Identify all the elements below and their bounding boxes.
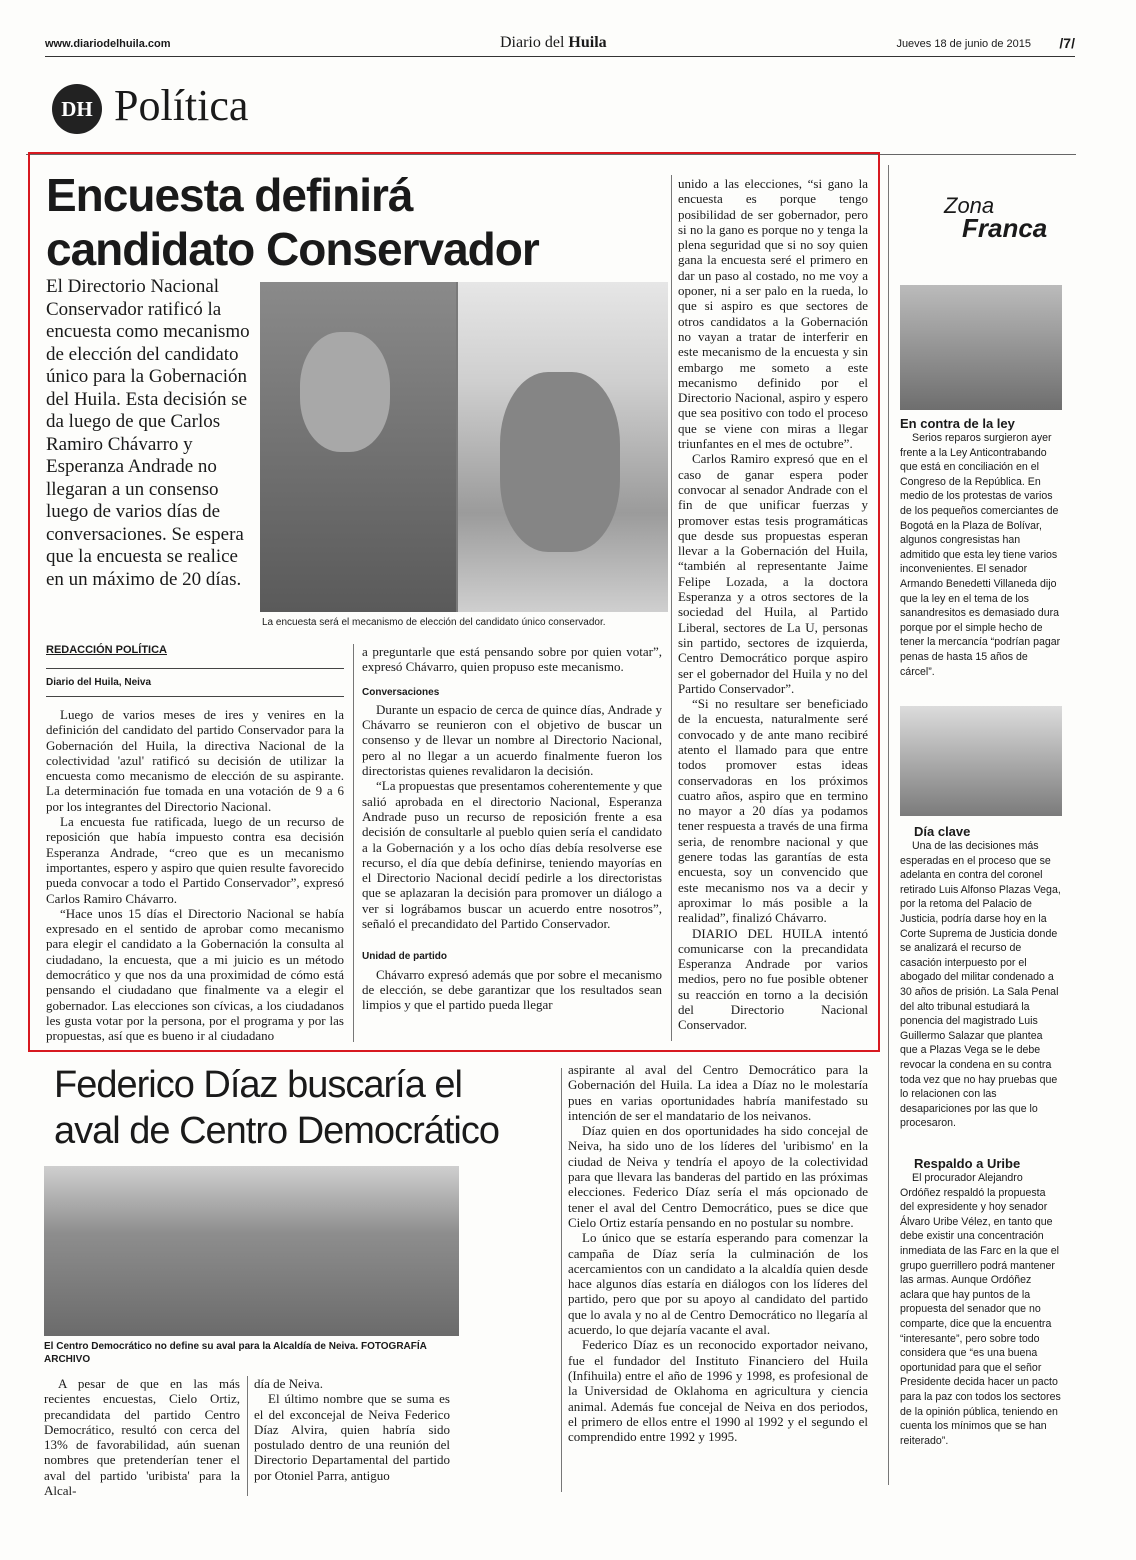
paragraph: Luego de varios meses de ires y venires en la definición del candidato del partido Conservador para la Gobernación del Huila, la directiva Nacional de la colectividad 'azul' ratificó su decisión de utilizar la encuesta como mecanismo de elección de su aspirante. La determinación fue tomada en una votación de 9 a 6 por los integrantes del Directorio Nacional. <box>46 707 344 814</box>
paragraph: Durante un espacio de cerca de quince días, Andrade y Chávarro se reunieron con el objetivo de buscar un consenso y de llevar un nombre al Directorio Nacional, pero al no llegar a un acuerdo finalmente fueron los directoristas quienes revalidaron la decisión. <box>362 701 662 779</box>
article2-col2 <box>254 1376 450 1483</box>
article1-photo-caption: La encuesta será el mecanismo de elección del candidato único conservador. <box>262 617 606 628</box>
column-divider <box>671 175 672 1041</box>
paragraph: La encuesta fue ratificada, luego de un recurso de reposición que había impuesto contra esa decisión Esperanza Andrade, “creo que es un mecanismo importantes, espero y aspiro que quien resulte favorecido pueda convocar a todo el Partido Conservador”, expresó Carlos Ramiro Chávarro. <box>46 814 344 906</box>
paragraph: aspirante al aval del Centro Democrático para la Gobernación del Huila. La idea a Díaz no le molestaría pues en varias oportunidades habría manifestado su intención de ser el mandatario de los neivanos. <box>568 1062 868 1123</box>
paragraph: Díaz quien en dos oportunidades ha sido concejal de Neiva, ha sido uno de los líderes del 'uribismo' en la ciudad de Neiva y tendría el apoyo de la colectividad para que llevara las banderas del partido en las próximas elecciones. Federico Díaz sería el más opcionado de tener el aval del Centro Democrático, pues se dice que Cielo Ortiz estaría pensando en no postular su nombre. <box>568 1123 868 1230</box>
paragraph: a preguntarle que está pensando sobre por quien votar”, expresó Chávarro, quien propuso este mecanismo. <box>362 644 662 675</box>
site-url[interactable]: www.diariodelhuila.com <box>45 38 171 50</box>
subhead-unidad: Unidad de partido <box>362 951 447 963</box>
article2-headline <box>54 1062 554 1154</box>
sidebar-text-3 <box>900 1171 1062 1448</box>
article1-headline <box>46 168 666 276</box>
byline-rule <box>46 668 344 669</box>
sidebar-text-1 <box>900 431 1062 679</box>
sidebar-heading-2: Día clave <box>914 824 971 839</box>
issue-date: Jueves 18 de junio de 2015 <box>896 38 1031 50</box>
paragraph: A pesar de que en las más recientes encuestas, Cielo Ortiz, precandidata del partido Centro Democrático, resultó con cerca del 13% de favorabilidad, aún suenan nombres que pretenderían tener el aval del partido 'uribista' para la Alcal- <box>44 1376 240 1499</box>
paragraph: Una de las decisiones más esperadas en el proceso que se adelanta en contra del coronel retirado Luis Alfonso Plazas Vega, por la retoma del Palacio de Justicia, podría darse hoy en la Corte Suprema de Justicia donde se analizará el recurso de casación interpuesto por el abogado del militar condenado a 30 años de prisión. La Sala Penal del alto tribunal estudiará la ponencia del magistrado Luis Guillermo Salazar que plantea que a Plazas Vega se le debe revocar la condena en su contra toda vez que no hay pruebas que lo relacionen con las desapariciones por las que lo procesaron. <box>900 840 1061 1130</box>
paragraph: Serios reparos surgieron ayer frente a la Ley Anticontrabando que está en conciliación en el Congreso de la República. En medio de los protestas de varios de los pequeños comerciantes de Bogotá en la Plaza de Bolívar, algunos congresistas han admitido que esta ley tiene varios inconvenientes. El senador Armando Benedetti Villaneda dijo que la ley en el tema de los sanandresitos es demasiado dura porque por el simple hecho de tener la mercancía “podrían pagar penas de hasta 15 años de cárcel”. <box>900 432 1061 678</box>
article1-col1-wrap <box>46 644 344 1044</box>
paragraph: día de Neiva. <box>254 1376 323 1391</box>
masthead-part-b: Huila <box>568 34 607 51</box>
sidebar-divider <box>888 165 889 1485</box>
article1-place: Diario del Huila, Neiva <box>46 677 152 688</box>
paragraph: Chávarro expresó además que por sobre el mecanismo de elección, se debe garantizar que los resultados sean limpios y que el partido pueda llegar <box>362 966 662 1013</box>
paragraph: Lo único que se estaría esperando para comenzar la campaña de Díaz sería la culminación de los acercamientos con un candidato a la alcaldía quien desde hace algunos días estaría en diálogos con los líderes del partido, pero que por su apoyo al candidato del partido que lo avala y no al de Centro Democrático no llegaría al acuerdo, lo que dejaría vacante el aval. <box>568 1230 868 1338</box>
paragraph: Federico Díaz es un reconocido exportador neivano, fue el fundador del Instituto Financiero del Huila (Infihuila) entre el año de 1996 y 1998, es profesional de la Universidad de Oklahoma en agricultura y ciencia animal. Además fue concejal de Neiva en dos periodos, el primero de ellos entre el 1990 al 1992 y el segundo el comprendido entre 1992 y 1995. <box>568 1337 868 1445</box>
article2-headline-line2: aval de Centro Democrático <box>54 1110 499 1152</box>
article1-lead: El Directorio Nacional Conservador ratificó la encuesta como mecanismo de elección del candidato único para la Gobernación del Huila. Esta decisión se da luego de que Carlos Ramiro Chávarro y Esperanza Andrade no llegaran a un consenso luego de varios días de conversaciones. Se espera que la encuesta se realice en un máximo de 20 días. <box>46 276 250 590</box>
paragraph: “Hace unos 15 días el Directorio Nacional se había expresado en el sentido de aprobar como mecanismo para elegir el candidato a la Gobernación la consulta al ciudadano, la encuesta, que a mi juicio es un método democrático y que nos da una proximidad de cómo está pensando el ciudadano que finalmente va a elegir el gobernador. Las elecciones son cívicas, a los ciudadanos les gusta votar por la persona, por el programa y por las propuestas, así que es bueno ir al ciudadano <box>46 905 344 1044</box>
article1-col1 <box>46 707 344 1044</box>
sidebar-text-2 <box>900 839 1062 1131</box>
sidebar-photo-plazas-vega <box>900 706 1062 816</box>
article1-headline-line1: Encuesta definirá <box>46 169 413 221</box>
place-rule <box>46 696 344 697</box>
article2-col3 <box>568 1062 868 1444</box>
article1-headline-line2: candidato Conservador <box>46 223 539 275</box>
paragraph: Carlos Ramiro expresó que en el caso de ganar espera poder convocar al senador Andrade con el fin de que unificar fuerzas y promover estas tesis programáticas que desde sus propuestas esperan llevar a la Gobernación del Huila, “también al representante Jaime Felipe Lozada, a la doctora Esperanza y a otros sectores de la sociedad del Huila, al Partido Liberal, sectores de La U, personas sin partido, sectores de izquierda, Centro Democrático porque aspiro ser el gobernador del Huila y no del Partido Conservador”. <box>678 451 868 696</box>
article1-photo <box>260 282 668 612</box>
paragraph: El último nombre que se suma es el del exconcejal de Neiva Federico Díaz Alvira, quien habría sido postulado dentro de una reunión del Directorio Departamental del partido por Otoniel Parra, antiguo <box>254 1391 450 1483</box>
zona-franca-logo <box>930 193 1048 243</box>
sidebar-photo-protest <box>900 285 1062 410</box>
section-title: Política <box>114 81 249 130</box>
paragraph: El procurador Alejandro Ordóñez respaldó la propuesta del expresidente y hoy senador Álvaro Uribe Vélez, en tanto que debe existir una concentración inmediata de las Farc en la que el grupo guerrillero podrá mantener las armas. Aunque Ordóñez aclara que hay puntos de la propuesta del senador que no comparte, dice que la encuentra “interesante”, pero sobre todo considera que “es una buena oportunidad para que el señor Presidente decida hacer un pacto para la paz con todos los sectores de la opinión pública, teniendo en cuenta los mínimos que se han reiterado”. <box>900 1172 1061 1447</box>
article1-byline: REDACCIÓN POLÍTICA <box>46 644 167 656</box>
sidebar-block-2 <box>900 824 1062 1131</box>
photo-face-left <box>300 332 390 452</box>
paragraph: “La propuestas que presentamos coherentemente y que salió aprobada en el directorio Nacional, Esperanza Andrade puso un recurso de reposición frente a esa decisión de consultarle al pueblo quien sería el candidato a la Gobernación y a los ocho días debía resolverse ese recurso, el día que debía definirse, teniendo mayorías en el Directorio Nacional decidí pedirle a los directoristas que se aplazaran la decisión para promover un diálogo a ver si lográbamos buscar un acuerdo entre nosotros”, señaló el precandidato del Partido Conservador. <box>362 778 662 932</box>
page-number: /7/ <box>1059 35 1075 51</box>
article2-headline-line1: Federico Díaz buscaría el <box>54 1064 462 1106</box>
article2-photo-caption: El Centro Democrático no define su aval para la Alcaldía de Neiva. FOTOGRAFÍA ARCHIVO <box>44 1341 427 1365</box>
masthead <box>500 34 607 52</box>
sidebar-heading-1: En contra de la ley <box>900 416 1015 431</box>
column-divider <box>247 1376 248 1496</box>
sidebar-heading-3: Respaldo a Uribe <box>914 1156 1021 1171</box>
paragraph: unido a las elecciones, “si gano la encuesta es porque tengo posibilidad de ser gobernador, pero si no la gano es porque no y tenga la plena seguridad que si no soy quien gana la encuesta seré el primero en dar un paso al costado, no me voy a oponer, ni a ser palo en la rueda, lo que si aspiro es que sectores de otros candidatos a la Gobernación no vayan a tratar de interferir en este mecanismo de la encuesta y sin embargo me someto a este mecanismo definido por el Directorio Nacional, aspiro y espero que sea positivo con todo el proceso que se viene con miras a llegar triunfantes en el mes de octubre”. <box>678 176 868 452</box>
column-divider <box>561 1068 562 1492</box>
article1-col3 <box>678 176 868 1033</box>
article1-col2 <box>362 644 662 1013</box>
article2-photo-crowd <box>44 1166 459 1336</box>
sidebar-block-1 <box>900 416 1062 679</box>
article2-col1 <box>44 1376 240 1498</box>
dh-logo: DH <box>52 84 102 134</box>
paragraph: “Si no resultare ser beneficiado de la encuesta, naturalmente seré convocado y de ante mano recibiré atento el llamado para que entre todos promover estas ideas conservadoras en los próximos cuatro años, aspiro que en termino no mayor a 20 días ya podamos tener respuesta a través de una firma seria, de renombre nacional y que genere todas las garantías de esta encuesta, soy un convencido que este mecanismo nos va a decir y aproximar lo más posible a la realidad”, finalizó Chávarro. <box>678 696 868 926</box>
sidebar-block-3 <box>900 1156 1062 1448</box>
page-header <box>45 34 1075 57</box>
column-divider <box>353 644 354 1042</box>
photo-face-right <box>500 372 620 552</box>
zona-logo-word2: Franca <box>962 213 1048 243</box>
paragraph: DIARIO DEL HUILA intentó comunicarse con la precandidata Esperanza Andrade por varios medios, pero no fue posible obtener su reacción en torno a la decisión del Directorio Nacional Conservador. <box>678 925 868 1033</box>
zona-logo-word1: Zona <box>944 193 995 218</box>
subhead-conversaciones: Conversaciones <box>362 686 440 698</box>
masthead-part-a: Diario del <box>500 34 565 51</box>
